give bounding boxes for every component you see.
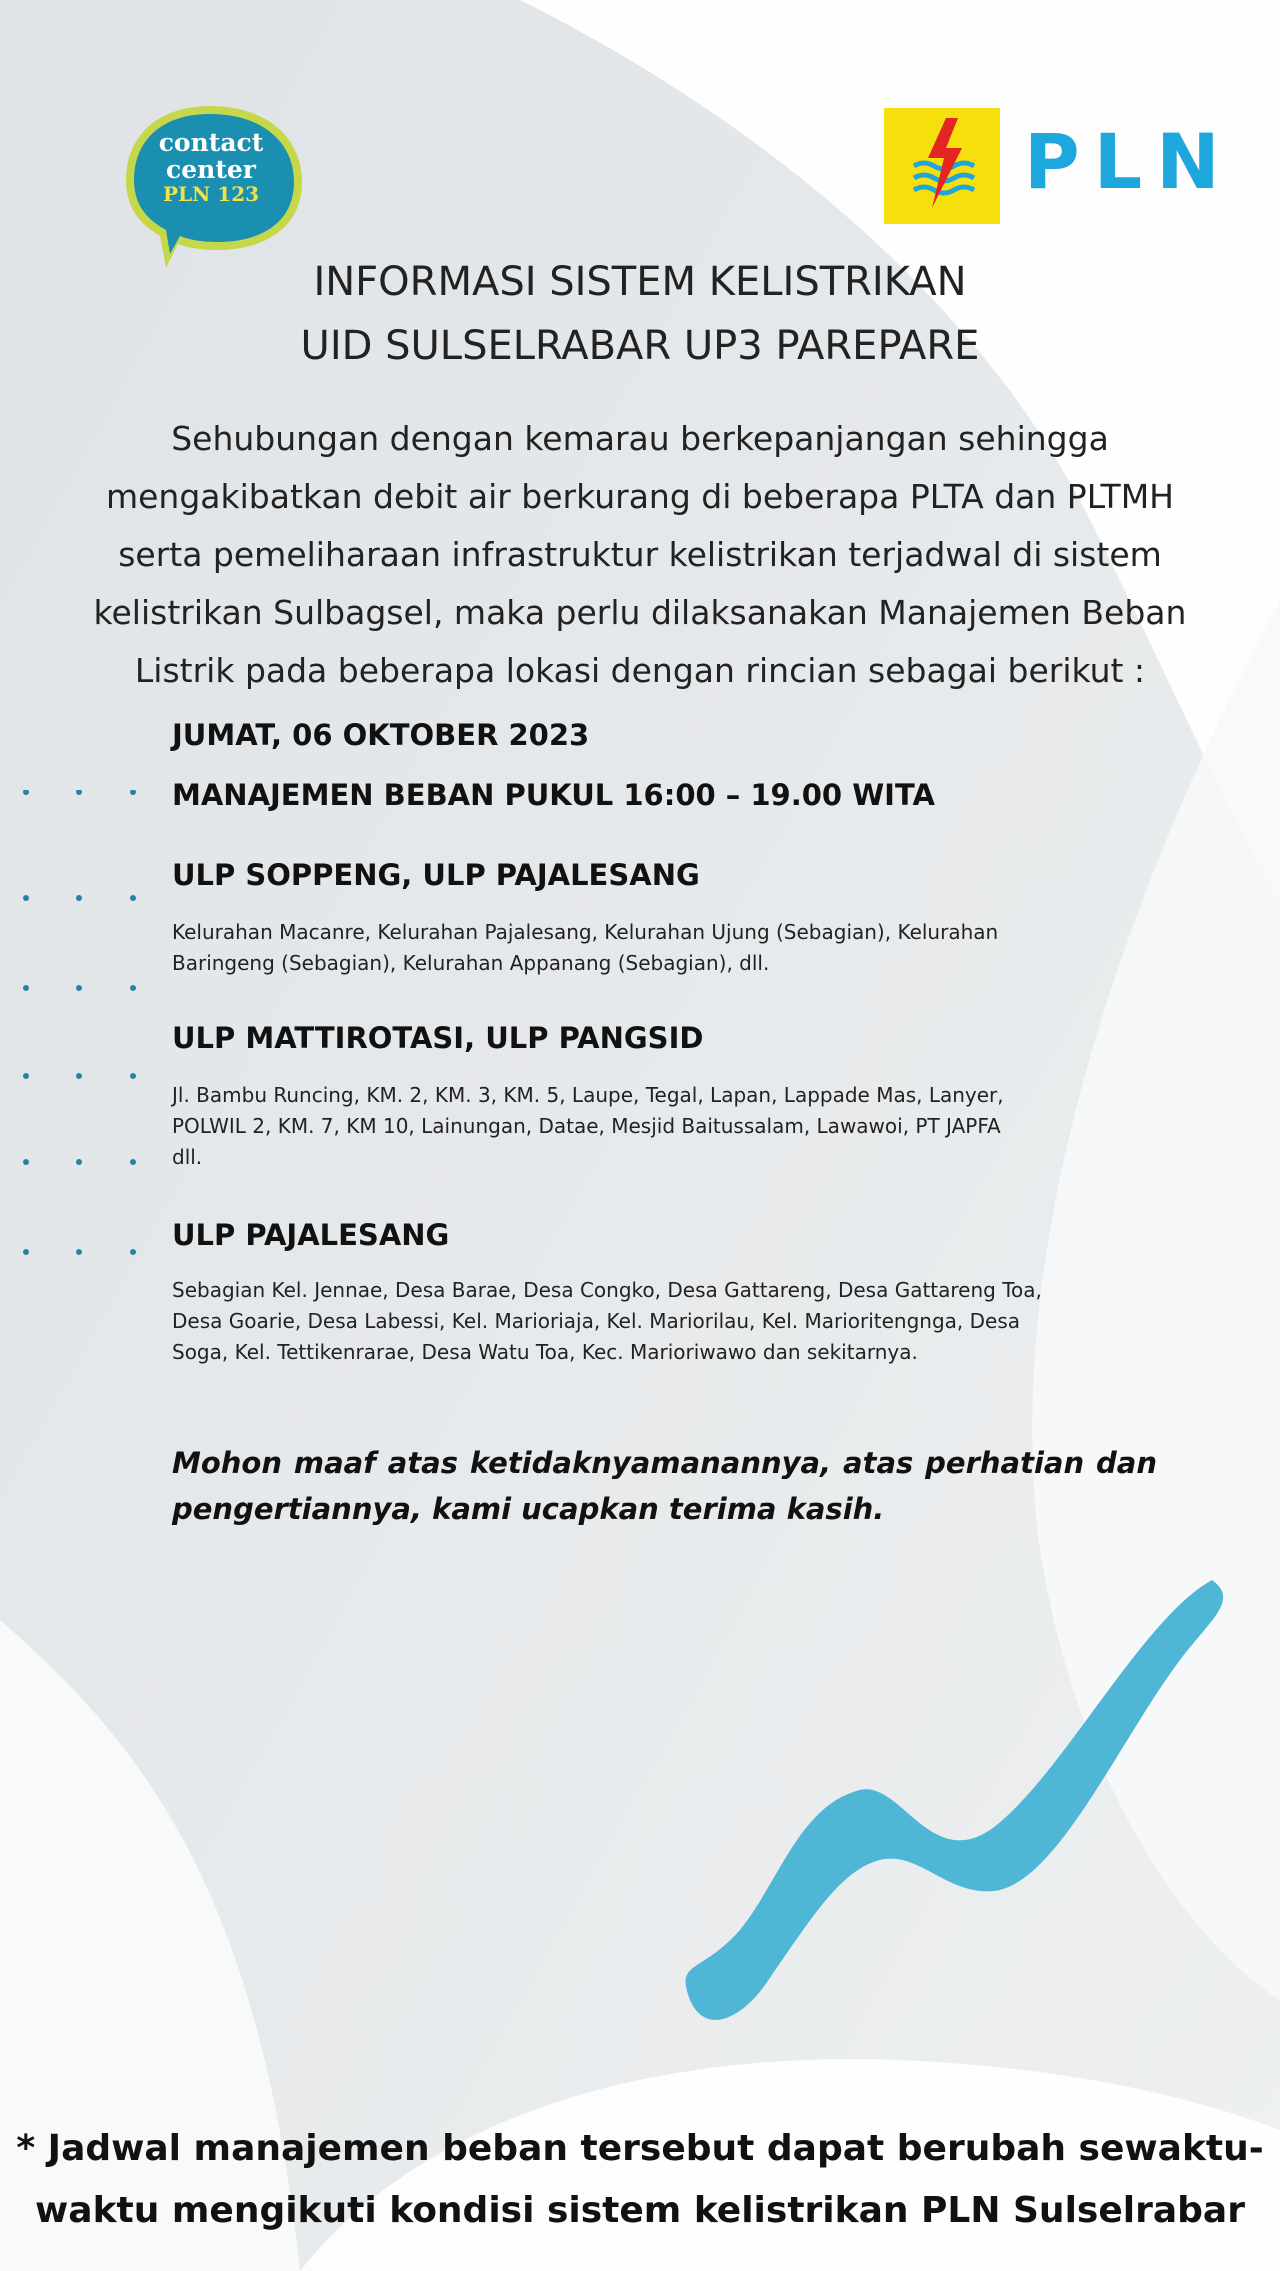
- area-2-line2: POLWIL 2, KM. 7, KM 10, Lainungan, Datae, Mesjid Baitussalam, Lawawoi, PT JAPFA: [172, 1114, 1001, 1138]
- contact-center-logo: [122, 100, 312, 270]
- area-3-details: [172, 1275, 1172, 1368]
- intro-line2: mengakibatkan debit air berkurang di beberapa PLTA dan PLTMH: [105, 477, 1174, 516]
- closing-line2: pengertiannya, kami ucapkan terima kasih.: [172, 1492, 885, 1526]
- intro-paragraph: [60, 410, 1220, 700]
- intro-line4: kelistrikan Sulbagsel, maka perlu dilaksanakan Manajemen Beban: [93, 593, 1187, 632]
- area-1-details: [172, 917, 1172, 979]
- area-2-line1: Jl. Bambu Runcing, KM. 2, KM. 3, KM. 5, Laupe, Tegal, Lapan, Lappade Mas, Lanyer,: [172, 1083, 1004, 1107]
- decorative-dots: [22, 790, 152, 1260]
- closing-message: [172, 1440, 1157, 1532]
- intro-line5: Listrik pada beberapa lokasi dengan rincian sebagai berikut :: [134, 651, 1146, 690]
- area-2-name: ULP MATTIROTASI, ULP PANGSID: [172, 1021, 704, 1055]
- area-3-line3: Soga, Kel. Tettikenrarae, Desa Watu Toa, Kec. Marioriwawo dan sekitarnya.: [172, 1340, 918, 1364]
- intro-line3: serta pemeliharaan infrastruktur kelistrikan terjadwal di sistem: [118, 535, 1162, 574]
- schedule-date: JUMAT, 06 OKTOBER 2023: [172, 718, 590, 752]
- note-line2: waktu mengikuti kondisi sistem kelistrikan PLN Sulselrabar: [35, 2190, 1245, 2231]
- note-line1: * Jadwal manajemen beban tersebut dapat berubah sewaktu-: [16, 2128, 1264, 2169]
- pln-wordmark: PLN: [1024, 117, 1234, 206]
- area-1-line1: Kelurahan Macanre, Kelurahan Pajalesang, Kelurahan Ujung (Sebagian), Kelurahan: [172, 920, 999, 944]
- schedule-note: [0, 2118, 1280, 2242]
- area-1-line2: Baringeng (Sebagian), Kelurahan Appanang (Sebagian), dll.: [172, 951, 770, 975]
- area-2-details: [172, 1080, 1172, 1173]
- intro-line1: Sehubungan dengan kemarau berkepanjangan sehingga: [171, 419, 1109, 458]
- contact-center-line3: PLN 123: [162, 182, 260, 206]
- pln-logo: [884, 108, 1234, 228]
- schedule-time: MANAJEMEN BEBAN PUKUL 16:00 – 19.00 WITA: [172, 778, 935, 812]
- area-1-name: ULP SOPPENG, ULP PAJALESANG: [172, 858, 700, 892]
- contact-center-line2: center: [166, 155, 256, 184]
- contact-center-line1: contact: [158, 128, 264, 157]
- area-3-line2: Desa Goarie, Desa Labessi, Kel. Marioriaja, Kel. Mariorilau, Kel. Marioritengnga, Desa: [172, 1309, 1021, 1333]
- page-title: [0, 250, 1280, 378]
- pln-lightning-icon: [884, 108, 1000, 224]
- area-2-line3: dll.: [172, 1145, 203, 1169]
- title-line2: UID SULSELRABAR UP3 PAREPARE: [300, 323, 980, 369]
- title-line1: INFORMASI SISTEM KELISTRIKAN: [313, 259, 967, 305]
- pln-logo-box: [884, 108, 1000, 224]
- closing-line1: Mohon maaf atas ketidaknyamanannya, atas perhatian dan: [172, 1446, 1157, 1480]
- area-3-name: ULP PAJALESANG: [172, 1218, 450, 1252]
- area-3-line1: Sebagian Kel. Jennae, Desa Barae, Desa Congko, Desa Gattareng, Desa Gattareng Toa,: [172, 1278, 1042, 1302]
